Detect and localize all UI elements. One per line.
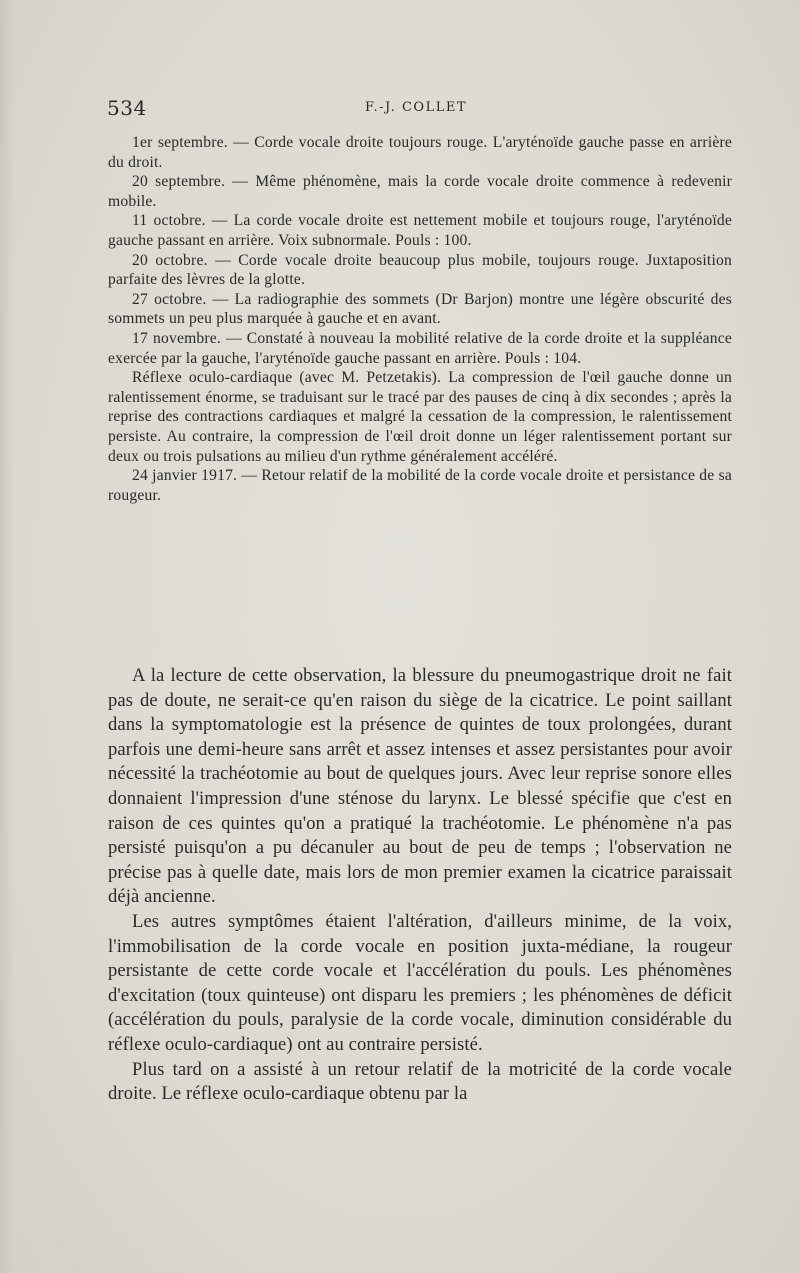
note-text: — Corde vocale droite beaucoup plus mobile, toujours rouge. Juxtaposition parfaite des lèvres de la glotte. xyxy=(108,251,732,289)
note-text: — La corde vocale droite est nettement mobile et toujours rouge, l'aryténoïde gauche passant en arrière. Voix subnormale. Pouls : 100. xyxy=(108,212,732,249)
note-text: — Retour relatif de la mobilité de la corde vocale droite et persistance de sa rougeur. xyxy=(108,467,732,504)
note-entry xyxy=(108,211,732,250)
note-entry xyxy=(108,172,732,211)
binding-shadow xyxy=(0,0,14,1273)
note-text: — Constaté à nouveau la mobilité relative de la corde droite et la suppléance exercée par la gauche, l'aryténoïde gauche passant en arrière. Pouls : 104. xyxy=(108,329,732,367)
note-date: 27 octobre. xyxy=(132,290,207,308)
note-date: 17 novembre. xyxy=(132,329,222,347)
note-text: — Corde vocale droite toujours rouge. L'aryténoïde gauche passe en arrière du droit. xyxy=(108,134,732,171)
note-entry xyxy=(108,133,732,172)
clinical-notes xyxy=(108,133,732,505)
note-entry xyxy=(108,368,732,466)
note-date: 20 octobre. xyxy=(132,251,208,269)
body-paragraph: A la lecture de cette observation, la blessure du pneumogastrique droit ne fait pas de doute, ne serait-ce qu'en raison du siège de la cicatrice. Le point saillant dans la symptomatologie est la présence de quintes de toux prolongées, durant parfois une demi-heure sans arrêt et assez intenses et assez persistantes pour avoir nécessité la trachéotomie au bout de quelques jours. Avec leur reprise sonore elles donnaient l'impression d'une sténose du larynx. Le blessé spécifie que c'est en raison de ces quintes qu'on a pratiqué la trachéotomie. Le phénomène n'a pas persisté puisqu'on a pu décanuler au bout de peu de temps ; l'observation ne précise pas à quelle date, mais lors de mon premier examen la cicatrice paraissait déjà ancienne. xyxy=(108,665,732,908)
note-entry xyxy=(108,290,732,329)
page-header xyxy=(107,96,732,120)
note-text: Réflexe oculo-cardiaque (avec M. Petzetakis). La compression de l'œil gauche donne un ralentissement énorme, se traduisant sur le tracé par des pauses de cinq à dix secondes ; après la reprise des contractions cardiaques et malgré la cessation de la compression, le ralentissement persiste. Au contraire, la compression de l'œil droit donne un léger ralentissement portant sur deux ou trois pulsations au milieu d'un rythme généralement accéléré. xyxy=(108,369,732,465)
note-date: 1er septembre. xyxy=(132,134,228,151)
note-date: 11 octobre. xyxy=(132,212,206,230)
body-paragraph: Les autres symptômes étaient l'altération, d'ailleurs minime, de la voix, l'immobilisation de la corde vocale en position juxta-médiane, la rougeur persistante de cette corde vocale et l'accélération du pouls. Les phénomènes d'excitation (toux quinteuse) ont disparu les premiers ; les phénomènes de déficit (accélération du pouls, paralysie de la corde vocale, diminution considérable du réflexe oculo-cardiaque) ont au contraire persisté. xyxy=(108,910,732,1055)
page-number: 534 xyxy=(107,96,147,120)
note-entry xyxy=(108,251,732,290)
discussion-text xyxy=(108,664,732,1107)
note-text: — Même phénomène, mais la corde vocale droite commence à redevenir mobile. xyxy=(108,173,732,210)
note-entry xyxy=(108,329,732,368)
body-paragraph: Plus tard on a assisté à un retour relatif de la motricité de la corde vocale droite. Le réflexe oculo-cardiaque obtenu par la xyxy=(108,1058,732,1105)
running-head: F.-J. COLLET xyxy=(365,100,468,115)
note-text: — La radiographie des sommets (Dr Barjon) montre une légère obscurité des sommets un peu plus marquée à gauche et en avant. xyxy=(108,290,732,328)
note-entry xyxy=(108,466,732,505)
note-date: 20 septembre. xyxy=(132,173,226,191)
note-date: 24 janvier 1917. xyxy=(132,467,238,485)
